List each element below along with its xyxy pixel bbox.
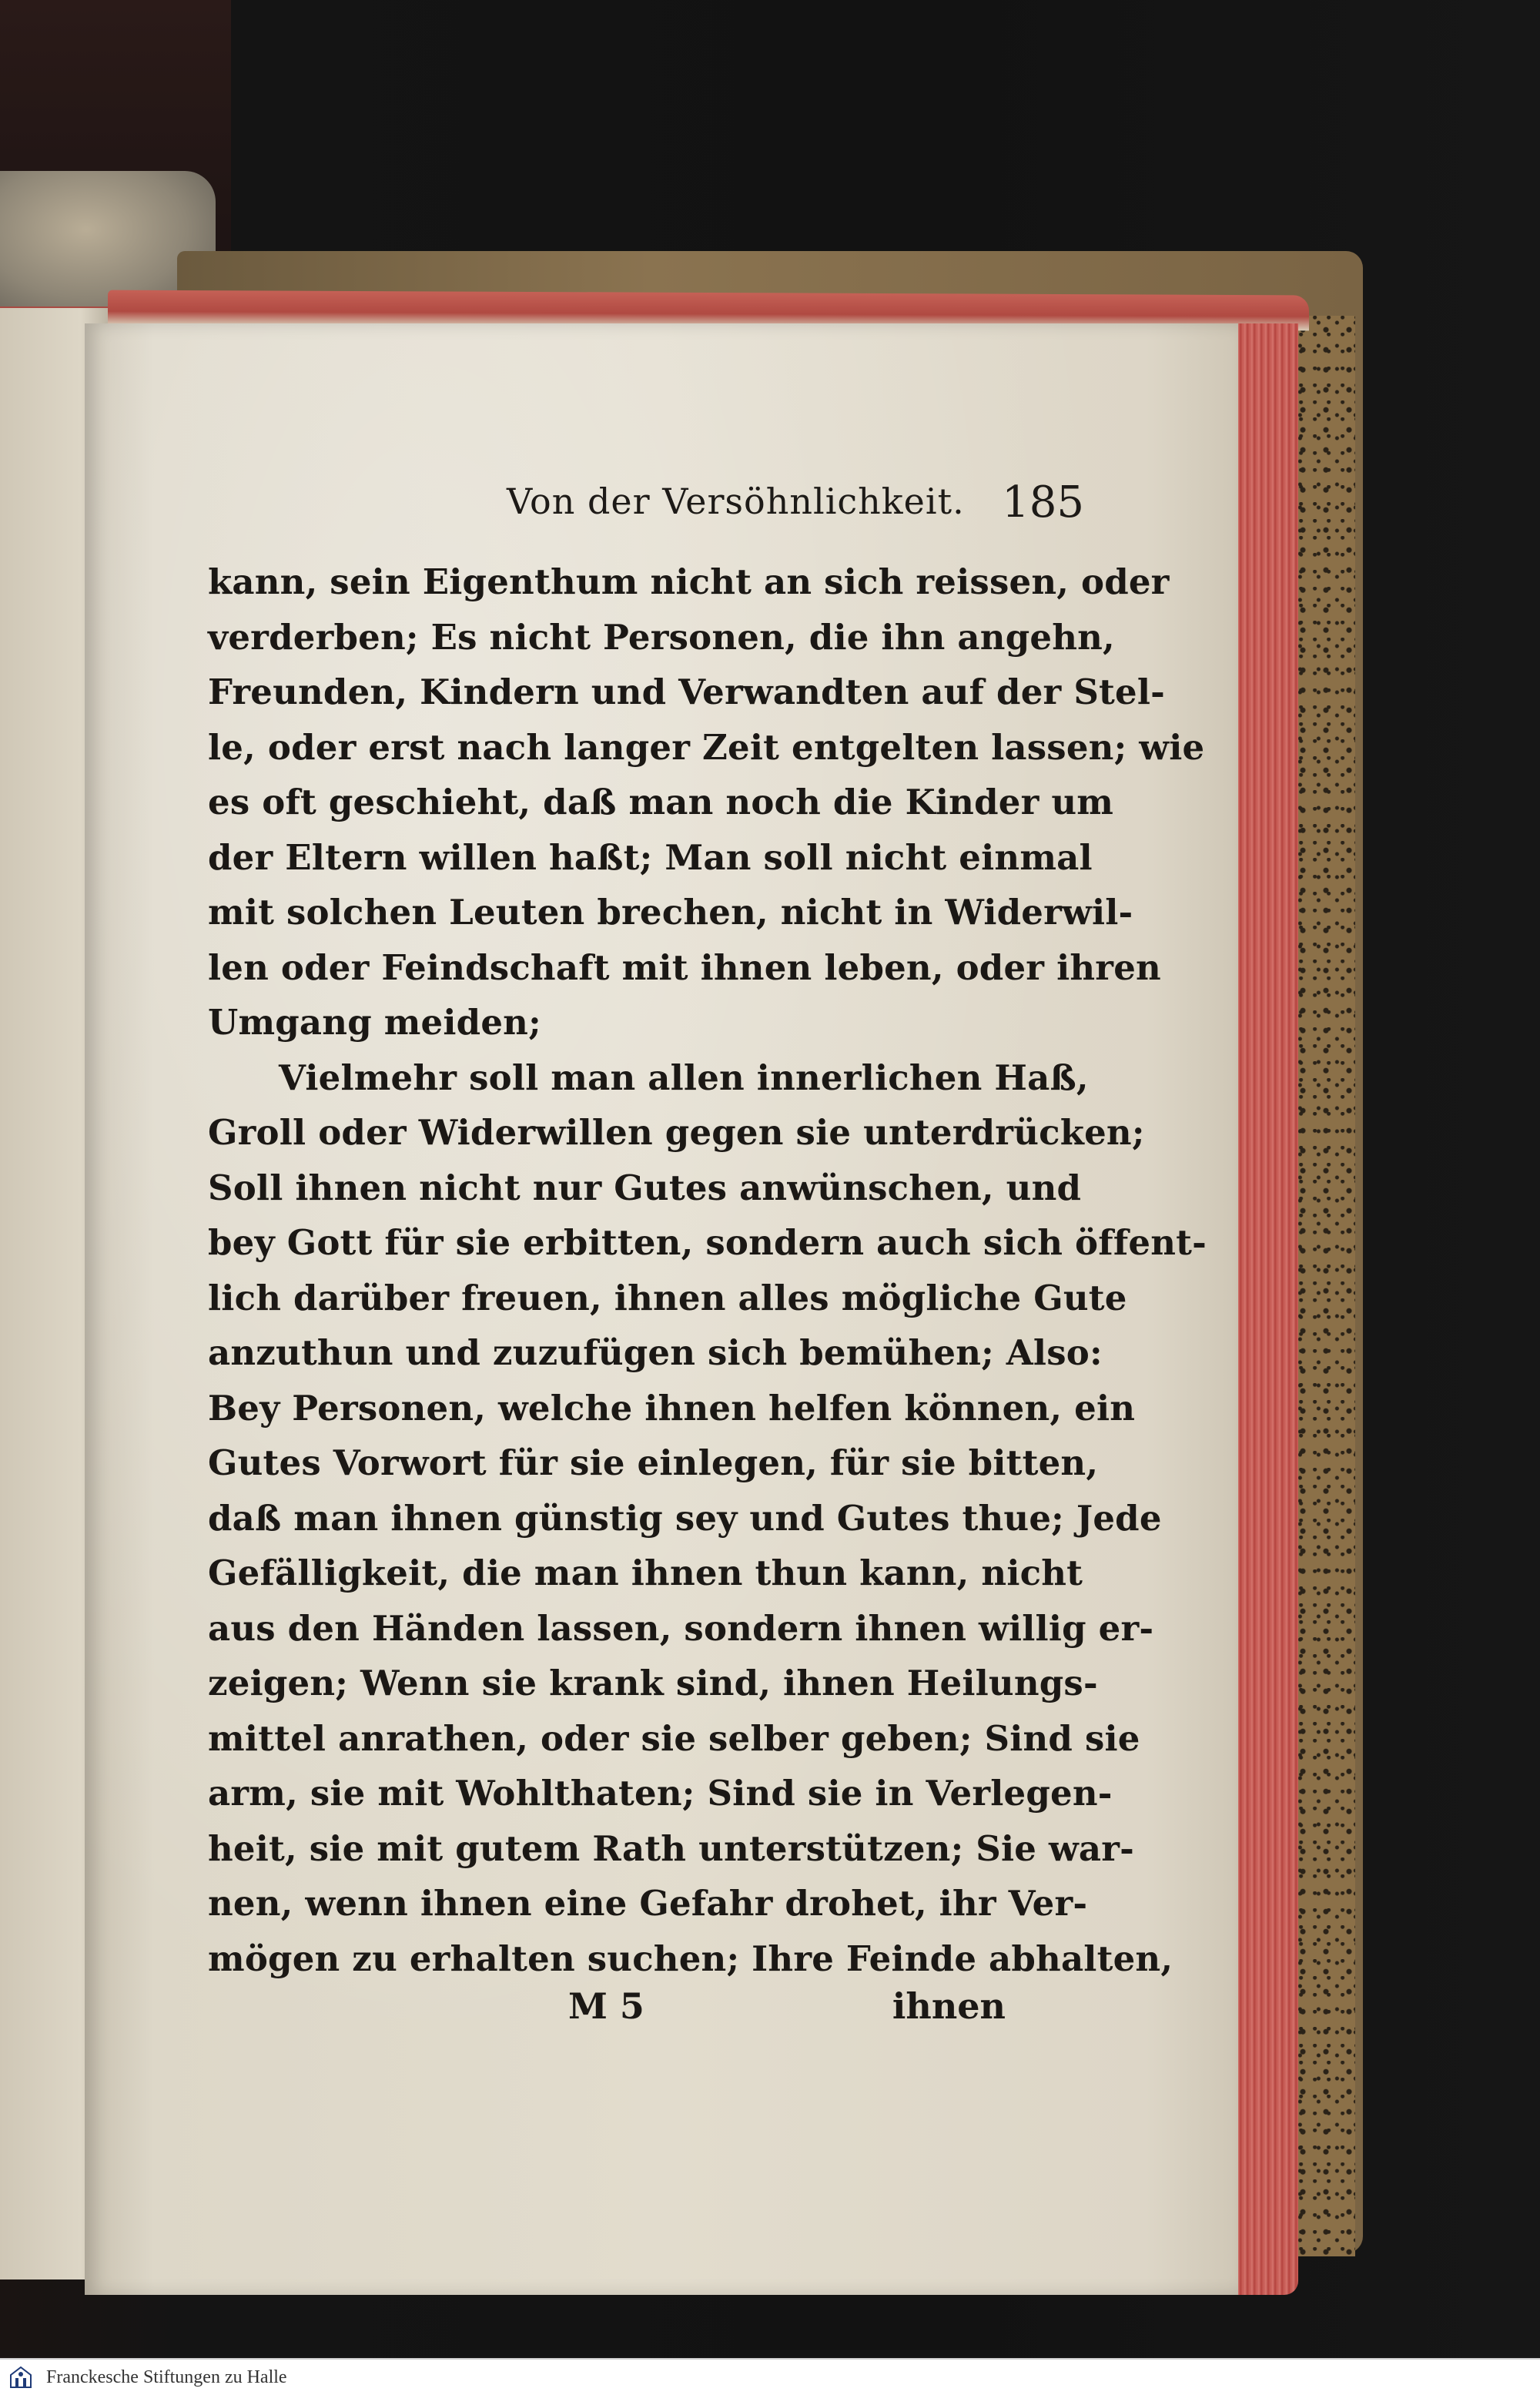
text-line: heit, sie mit gutem Rath unterstützen; Sie war- xyxy=(208,1827,1135,1869)
text-line: verderben; Es nicht Personen, die ihn angehn, xyxy=(208,616,1115,658)
text-line: zeigen; Wenn sie krank sind, ihnen Heilungs- xyxy=(208,1663,1098,1703)
red-fore-edge xyxy=(1229,323,1298,2295)
text-line: nen, wenn ihnen eine Gefahr drohet, ihr Ver- xyxy=(208,1883,1088,1924)
text-line: kann, sein Eigenthum nicht an sich reissen, oder xyxy=(208,561,1170,602)
text-line: len oder Feindschaft mit ihnen leben, oder ihren xyxy=(208,946,1161,988)
body-text xyxy=(208,554,1207,1986)
text-line: mittel anrathen, oder sie selber geben; Sind sie xyxy=(208,1717,1140,1759)
text-line: daß man ihnen günstig sey und Gutes thue; Jede xyxy=(208,1497,1162,1539)
running-head xyxy=(407,477,1084,534)
text-line: Vielmehr soll man allen innerlichen Haß, xyxy=(279,1057,1089,1098)
text-line: anzuthun und zuzufügen sich bemühen; Also: xyxy=(208,1332,1103,1373)
page-number: 185 xyxy=(1002,477,1084,528)
owner-label: Franckesche Stiftungen zu Halle xyxy=(46,2367,287,2387)
foundation-logo-icon xyxy=(8,2364,34,2390)
page-footer xyxy=(208,1985,1006,2039)
text-line: der Eltern willen haßt; Man soll nicht einmal xyxy=(208,836,1093,878)
text-line: arm, sie mit Wohlthaten; Sind sie in Verlegen- xyxy=(208,1773,1113,1814)
text-line: Bey Personen, welche ihnen helfen können, ein xyxy=(208,1387,1136,1429)
text-line: es oft geschieht, daß man noch die Kinder um xyxy=(208,782,1114,822)
catchword: ihnen xyxy=(892,1985,1006,2027)
provenance-bar xyxy=(0,2358,1540,2395)
text-line: mögen zu erhalten suchen; Ihre Feinde abhalten, xyxy=(208,1938,1173,1979)
text-line: lich darüber freuen, ihnen alles mögliche Gute xyxy=(208,1277,1127,1318)
text-line: Soll ihnen nicht nur Gutes anwünschen, und xyxy=(208,1167,1082,1208)
text-line: Gutes Vorwort für sie einlegen, für sie bitten, xyxy=(208,1442,1099,1483)
running-title: Von der Versöhnlichkeit. xyxy=(507,481,965,522)
signature-mark: M 5 xyxy=(568,1985,644,2027)
text-line: Groll oder Widerwillen gegen sie unterdrücken; xyxy=(208,1112,1145,1153)
text-line: bey Gott für sie erbitten, sondern auch sich öffent- xyxy=(208,1222,1207,1263)
text-line: Freunden, Kindern und Verwandten auf der Stel- xyxy=(208,672,1166,712)
text-line: aus den Händen lassen, sondern ihnen willig er- xyxy=(208,1607,1154,1649)
text-line: Gefälligkeit, die man ihnen thun kann, nicht xyxy=(208,1553,1083,1593)
book-page xyxy=(85,323,1238,2295)
text-line: le, oder erst nach langer Zeit entgelten lassen; wie xyxy=(208,726,1205,768)
text-line: Umgang meiden; xyxy=(208,1002,541,1043)
text-line: mit solchen Leuten brechen, nicht in Widerwil- xyxy=(208,892,1133,933)
